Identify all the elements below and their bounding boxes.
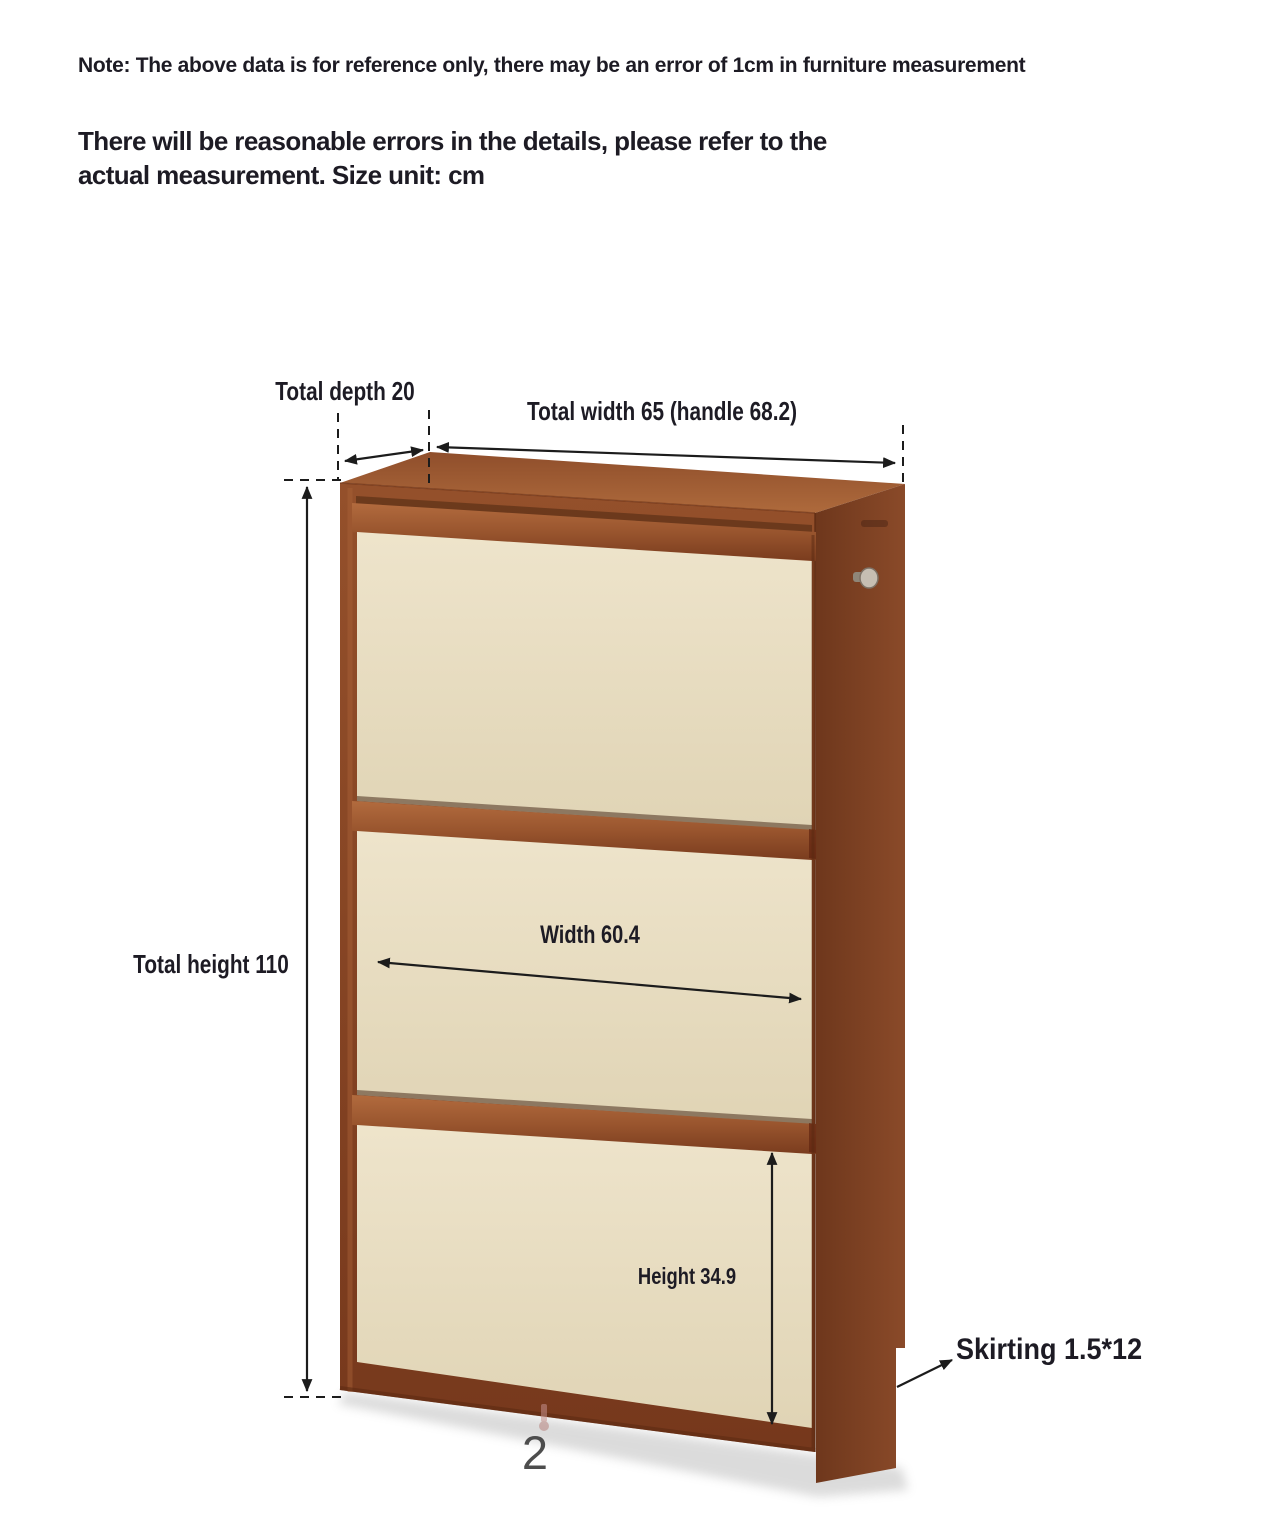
dimension-label-total-depth: Total depth 20 bbox=[275, 376, 415, 406]
dimension-label-total-height: Total height 110 bbox=[133, 949, 289, 979]
dimension-label-door-width: Width 60.4 bbox=[540, 921, 640, 949]
cabinet-side-panel bbox=[815, 484, 905, 1483]
dimension-label-skirting: Skirting 1.5*12 bbox=[956, 1333, 1143, 1366]
heading-line-2: actual measurement. Size unit: cm bbox=[78, 160, 485, 190]
dimension-label-total-width: Total width 65 (handle 68.2) bbox=[526, 396, 798, 426]
side-hook-knob bbox=[860, 568, 878, 588]
page-note: Note: The above data is for reference only, there may be an error of 1cm in furniture measurement bbox=[78, 54, 1026, 77]
skirting-pointer-arrow bbox=[897, 1360, 952, 1387]
brand-mark-icon bbox=[861, 520, 888, 527]
flip-door-1 bbox=[357, 532, 812, 830]
flip-door-2 bbox=[357, 831, 812, 1124]
dimension-label-door-height: Height 34.9 bbox=[637, 1263, 737, 1289]
heading-line-1: There will be reasonable errors in the details, please refer to the bbox=[78, 126, 827, 156]
page-number: 2 bbox=[521, 1426, 549, 1479]
size-disclaimer-heading bbox=[78, 124, 827, 192]
